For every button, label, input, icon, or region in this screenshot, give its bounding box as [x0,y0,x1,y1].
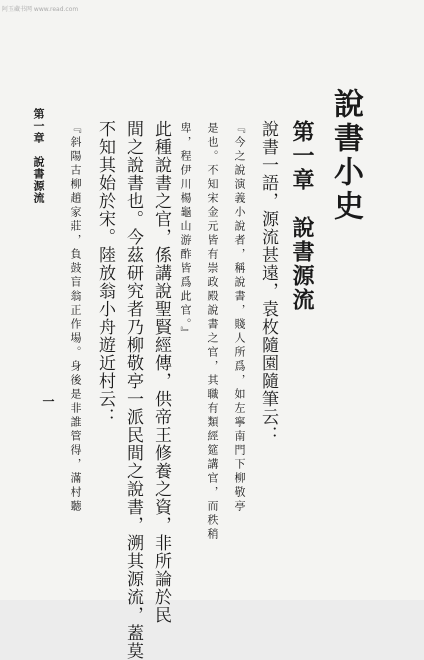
text-column-4: 不知其始於宋。陸放翁小舟遊近村云： [95,120,115,426]
chapter-title: 第一章 說書源流 [289,120,315,312]
quote-column-4: 『斜陽古柳趙家莊，負鼓盲翁正作場。身後是非誰管得，滿村聽 [69,122,82,514]
text-column-3: 間之說書也。今茲研究者乃柳敬亭一派民間之說書，溯其源流，蓋莫 [123,120,143,660]
text-column-2: 此種說書之官，係講說聖賢經傳，供帝王修養之資，非所論於民 [151,120,171,624]
quote-column-2: 是也。不知宋金元皆有崇政殿說書之官，其職有類經筵講官，而秩稍 [206,122,219,542]
quote-column-3: 卑，程伊川楊龜山游酢皆爲此官。』 [179,122,192,341]
book-title: 說書小史 [328,88,363,224]
running-header: 第一章 說書源流 [32,108,45,204]
text-column-1: 說書一語，源流甚遠，袁枚隨園隨筆云： [258,120,278,444]
quote-column-1: 『今之說演義小說者，稱說書，賤人所爲，如左寧南門下柳敬亭 [233,122,246,514]
watermark: 阿玉藏书网 www.read.com [2,6,79,13]
page-number: 一 [41,395,55,407]
